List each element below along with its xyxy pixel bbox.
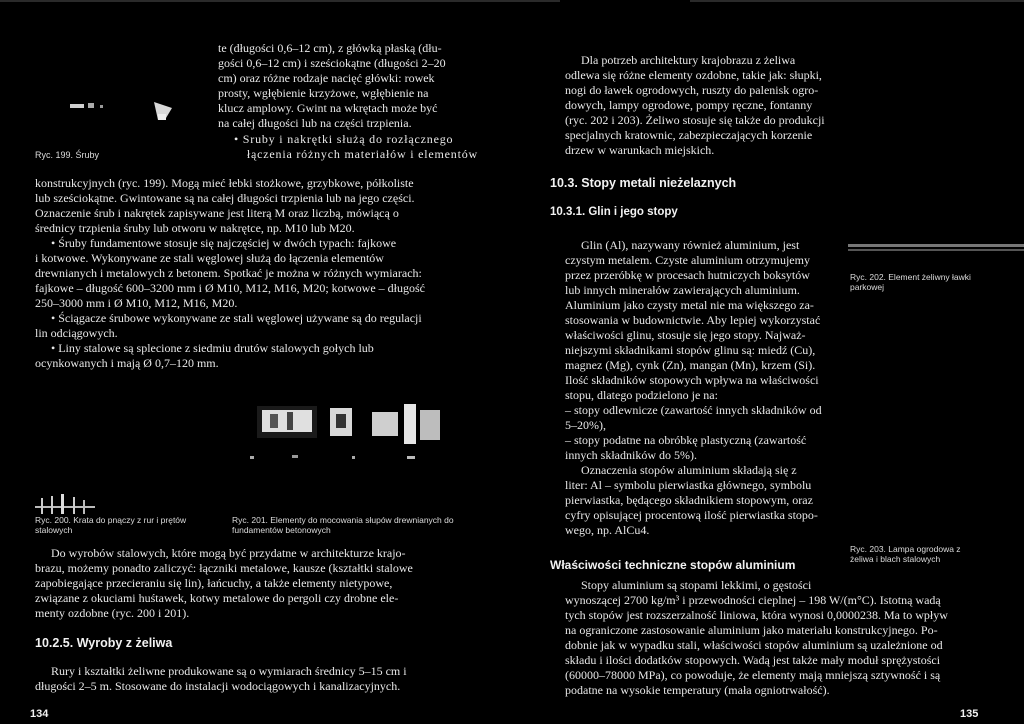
- page-number-right: 135: [960, 708, 979, 720]
- text-line: menty ozdobne (ryc. 200 i 201).: [35, 606, 190, 620]
- text-line: ocynkowanych i mają Ø 0,7–120 mm.: [35, 356, 219, 370]
- fig200-caption: Ryc. 200. Krata do pnączy z rur i prętów stalowych: [35, 515, 187, 535]
- text-line: prosty, wgłębienie krzyżowe, wgłębienie na: [218, 86, 429, 100]
- bolts-main-block: [35, 176, 478, 371]
- text-line: tych stopów jest rozszerzalność liniowa, która wynosi 0,0000238. Ma to wpływ: [565, 608, 948, 622]
- post-anchor-icon: [232, 398, 472, 464]
- text-line: • Ściągacze śrubowe wykonywane ze stali węglowej używane są do regulacji: [51, 311, 422, 325]
- section-heading-1025: 10.2.5. Wyroby z żeliwa: [35, 636, 173, 650]
- text-line: • Liny stalowe są splecione z siedmiu drutów stalowych gołych lub: [51, 341, 374, 355]
- text-line: te (długości 0,6–12 cm), z główką płaską (dłu-: [218, 41, 442, 55]
- aluminium-block: [565, 238, 840, 538]
- screws-text-block: [218, 41, 478, 162]
- text-line: wego, np. AlCu4.: [565, 523, 650, 537]
- text-line: średnicy trzpienia śruby lub otworu w nakrętce, np. M10 lub M20.: [35, 221, 355, 235]
- text-line: magnez (Mg), cynk (Zn), mangan (Mn), krzem (Si).: [565, 358, 816, 372]
- text-line: nogi do ławek ogrodowych, ruszty do palenisk ogro-: [565, 83, 819, 97]
- text-line: 250–3000 mm i Ø M10, M12, M16, M20.: [35, 296, 238, 310]
- section-heading-103: 10.3. Stopy metali nieżelaznych: [550, 176, 737, 190]
- fig201-caption: Ryc. 201. Elementy do mocowania słupów drewnianych do fundamentów betonowych: [232, 515, 454, 535]
- text-line: odlewa się różne elementy ozdobne, takie jak: słupki,: [565, 68, 822, 82]
- fig199-caption: Ryc. 199. Śruby: [35, 150, 100, 160]
- text-line: Dla potrzeb architektury krajobrazu z żeliwa: [581, 53, 796, 67]
- text-line: lub sześciokątne. Gwintowane są na całej długości trzpienia lub na jego części.: [35, 191, 415, 205]
- text-line: Aluminium jako czysty metal nie ma większego za-: [565, 298, 814, 312]
- bench-leg-figure: [848, 242, 1024, 264]
- text-line: łączenia różnych materiałów i elementów: [246, 147, 478, 161]
- page-number-left: 134: [30, 708, 49, 720]
- text-line: lub innych minerałów zawierających aluminium.: [565, 283, 800, 297]
- text-line: klucz amplowy. Gwint na wkrętach może być: [218, 101, 438, 115]
- text-line: gości 0,6–12 cm) i sześciokątne (długości 2–20: [218, 56, 446, 70]
- text-line: Do wyrobów stalowych, które mogą być przydatne w architekturze krajo-: [51, 546, 406, 560]
- text-line: (ryc. 202 i 203). Żeliwo stosuje się także do produkcji: [565, 113, 825, 127]
- section-heading-properties: Właściwości techniczne stopów aluminium: [550, 558, 796, 572]
- text-line: wynoszącej 2700 kg/m³ i przewodności cieplnej – 198 W/(m°C). Istotną wadą: [565, 593, 941, 607]
- text-line: Rury i kształtki żeliwne produkowane są o wymiarach średnicy 5–15 cm i: [51, 664, 407, 678]
- text-line: cm) oraz różne rodzaje nacięć główki: rowek: [218, 71, 435, 85]
- text-line: drzew w warunkach miejskich.: [565, 143, 715, 157]
- text-line: dobnie jak w wypadku stali, właściwości stopów aluminium są uzależnione od: [565, 638, 943, 652]
- text-line: cyfry opisującej procentową ilość pierwiastka stopo-: [565, 508, 818, 522]
- bench-leg-icon: [848, 242, 1024, 264]
- text-line: stosowania w budownictwie. Aby lepiej wykorzystać: [565, 313, 821, 327]
- text-line: lin odciągowych.: [35, 326, 118, 340]
- text-line: brazu, możemy ponadto zaliczyć: łączniki metalowe, kausze (kształtki stalowe: [35, 561, 413, 575]
- text-line: innych składników do 5%).: [565, 448, 697, 462]
- post-anchor-figure: [232, 398, 472, 464]
- text-line: Ilość składników stopowych wpływa na właściwości: [565, 373, 819, 387]
- text-line: niejszymi składnikami stopów glinu są: miedź (Cu),: [565, 343, 816, 357]
- text-line: składu i ilości dodatków stopowych. Wadą jest także mały moduł sprężystości: [565, 653, 941, 667]
- text-line: konstrukcyjnych (ryc. 199). Mogą mieć łebki stożkowe, grzybkowe, półkoliste: [35, 176, 414, 190]
- fig203-caption: Ryc. 203. Lampa ogrodowa z żeliwa i blach stalowych: [850, 544, 961, 564]
- text-line: pierwiastka, będącego składnikiem stopowym, oraz: [565, 493, 813, 507]
- text-line: na całej długości lub na części trzpienia.: [218, 116, 412, 130]
- text-line: Oznaczenia stopów aluminium składają się z: [581, 463, 797, 477]
- text-line: stopu, dlatego podzielono je na:: [565, 388, 718, 402]
- text-line: na ograniczone zastosowanie aluminium jako materiału konstrukcyjnego. Po-: [565, 623, 938, 637]
- text-line: 5–20%),: [565, 418, 606, 432]
- trellis-icon: [35, 492, 95, 514]
- text-line: związane z okuciami huśtawek, kotwy metalowe do pergoli czy drobne ele-: [35, 591, 399, 605]
- steel-products-block: [35, 546, 478, 621]
- text-line: Oznaczenie śrub i nakrętek zapisywane jest literą M oraz liczbą, mówiącą o: [35, 206, 399, 220]
- properties-block: [565, 578, 975, 698]
- text-line: fajkowe – długość 600–3200 mm i Ø M10, M12, M16, M20; kotwowe – długość: [35, 281, 425, 295]
- top-edge-right: [690, 0, 1024, 2]
- text-line: podatne na wysokie temperatury (mała ogniotrwałość).: [565, 683, 830, 697]
- text-line: i kotwowe. Wykonywane ze stali węglowej służą do łączenia elementów: [35, 251, 384, 265]
- text-line: Glin (Al), nazywany również aluminium, jest: [581, 238, 800, 252]
- text-line: dowych, lampy ogrodowe, pompy ręczne, fontanny: [565, 98, 813, 112]
- text-line: – stopy odlewnicze (zawartość innych składników od: [565, 403, 822, 417]
- screws-figure: [62, 98, 182, 128]
- text-line: specjalnych kratownic, zabezpieczających korzenie: [565, 128, 813, 142]
- text-line: liter: Al – symbolu pierwiastka głównego, symbolu: [565, 478, 812, 492]
- text-line: przez przeróbkę w procesach hutniczych boksytów: [565, 268, 810, 282]
- trellis-figure: [35, 492, 95, 514]
- text-line: właściwości glinu, stosuje się jego stopy. Najważ-: [565, 328, 806, 342]
- text-line: – stopy podatne na obróbkę plastyczną (zawartość: [565, 433, 807, 447]
- bolts-heading: • Sruby i nakrętki służą do rozłącznego: [234, 132, 454, 146]
- top-edge-left: [0, 0, 560, 2]
- text-line: długości 2–5 m. Stosowane do instalacji wodociągowych i kanalizacyjnych.: [35, 679, 401, 693]
- cast-iron-pipes-block: [35, 664, 478, 694]
- text-line: zapobiegające przecieraniu się lin), łańcuchy, a także elementy nietypowe,: [35, 576, 393, 590]
- text-line: czystym metalem. Czyste aluminium otrzymujemy: [565, 253, 810, 267]
- text-line: Stopy aluminium są stopami lekkimi, o gęstości: [581, 578, 812, 592]
- section-heading-1031: 10.3.1. Glin i jego stopy: [550, 206, 678, 218]
- text-line: • Śruby fundamentowe stosuje się najczęściej w dwóch typach: fajkowe: [51, 236, 397, 250]
- text-line: (60000–78000 MPa), co powoduje, że elementy mają mniejszą sztywność i są: [565, 668, 941, 682]
- cast-iron-uses-block: [565, 53, 840, 158]
- fig202-caption: Ryc. 202. Element żeliwny ławki parkowej: [850, 272, 971, 292]
- screws-icon: [62, 98, 182, 128]
- text-line: drewnianych i metalowych z betonem. Spotkać je można w różnych wymiarach:: [35, 266, 422, 280]
